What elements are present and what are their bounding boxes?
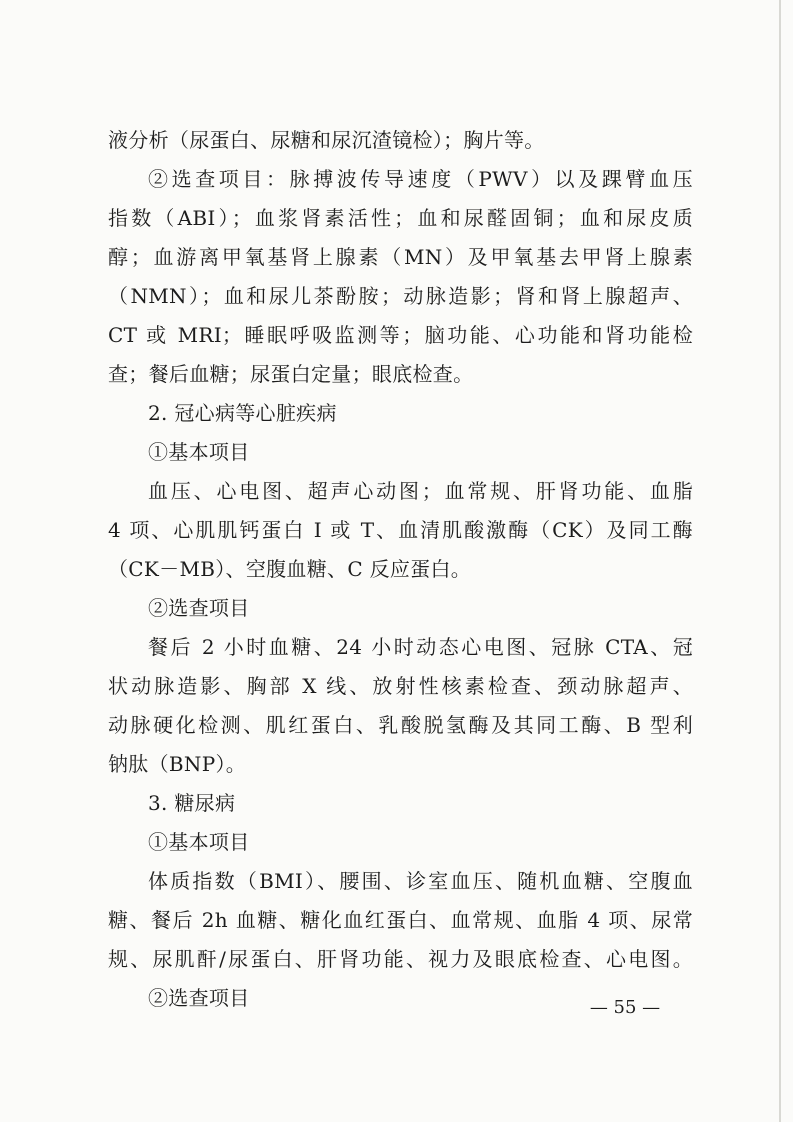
text-line: 4 项、心肌肌钙蛋白 I 或 T、血清肌酸激酶（CK）及同工酶 — [108, 518, 693, 542]
text-line: 液分析（尿蛋白、尿糖和尿沉渣镜检）；胸片等。 — [108, 128, 545, 152]
subsection-heading: ①基本项目 — [148, 830, 250, 854]
text-line: 血压、心电图、超声心动图；血常规、肝肾功能、血脂 — [148, 479, 693, 503]
document-body — [108, 121, 693, 1018]
page-number: — 55 — — [589, 997, 661, 1018]
text-line: 动脉硬化检测、肌红蛋白、乳酸脱氢酶及其同工酶、B 型利 — [108, 713, 693, 737]
text-line: 指数（ABI）；血浆肾素活性；血和尿醛固铜；血和尿皮质 — [108, 206, 693, 230]
text-line: CT 或 MRI；睡眠呼吸监测等；脑功能、心功能和肾功能检 — [108, 323, 693, 347]
text-line: 规、尿肌酐/尿蛋白、肝肾功能、视力及眼底检查、心电图。 — [108, 947, 693, 971]
text-line: 查；餐后血糖；尿蛋白定量；眼底检查。 — [108, 362, 474, 386]
text-line: ②选查项目：脉搏波传导速度（PWV）以及踝臂血压 — [148, 167, 693, 191]
text-line: 醇；血游离甲氧基肾上腺素（MN）及甲氧基去甲肾上腺素 — [108, 245, 693, 269]
text-line: 餐后 2 小时血糖、24 小时动态心电图、冠脉 CTA、冠 — [148, 635, 693, 659]
text-line: 状动脉造影、胸部 X 线、放射性核素检查、颈动脉超声、 — [108, 674, 693, 698]
subsection-heading: ②选查项目 — [148, 986, 250, 1010]
subsection-heading: ②选查项目 — [148, 596, 250, 620]
section-heading: 2. 冠心病等心脏疾病 — [148, 401, 337, 425]
text-line: 体质指数（BMI）、腰围、诊室血压、随机血糖、空腹血 — [148, 869, 693, 893]
section-heading: 3. 糖尿病 — [148, 791, 236, 815]
scan-edge-line — [779, 0, 781, 1122]
text-line: （CK－MB）、空腹血糖、C 反应蛋白。 — [108, 557, 472, 581]
text-line: 钠肽（BNP）。 — [108, 752, 247, 776]
text-line: （NMN）；血和尿儿茶酚胺；动脉造影；肾和肾上腺超声、 — [108, 284, 693, 308]
text-line: 糖、餐后 2h 血糖、糖化血红蛋白、血常规、血脂 4 项、尿常 — [108, 908, 693, 932]
subsection-heading: ①基本项目 — [148, 440, 250, 464]
